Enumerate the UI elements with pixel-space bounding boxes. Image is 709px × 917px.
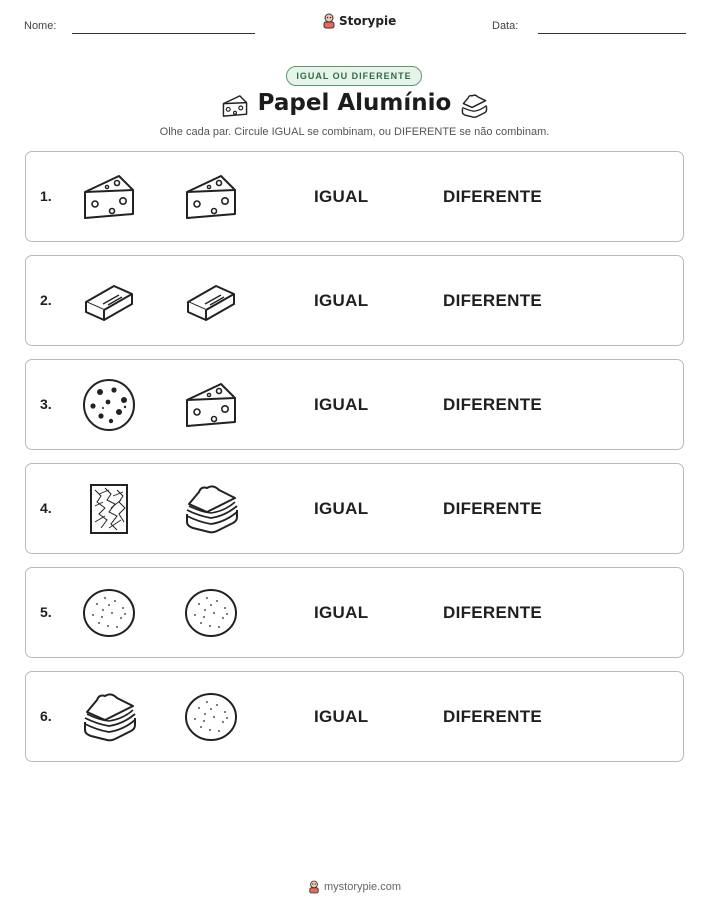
cookie-icon: [81, 378, 137, 432]
option-same[interactable]: IGUAL: [314, 707, 369, 726]
date-label: Data:: [492, 20, 519, 32]
brand-logo: [322, 13, 396, 29]
option-different[interactable]: DIFERENTE: [443, 603, 543, 622]
footer: [0, 880, 709, 894]
sandwich-icon: [458, 93, 490, 119]
tortilla-icon: [183, 586, 239, 640]
butter-icon: [183, 274, 239, 328]
name-field[interactable]: [72, 33, 255, 34]
brand-name: Storypie: [339, 14, 397, 28]
worksheet-header: [0, 0, 709, 50]
foil-sheet-icon: [81, 482, 137, 536]
row-number: 2.: [40, 292, 52, 308]
category-badge: IGUAL OU DIFERENTE: [286, 66, 422, 86]
sandwich-icon: [81, 690, 137, 744]
option-different[interactable]: DIFERENTE: [443, 499, 543, 518]
option-same[interactable]: IGUAL: [314, 187, 369, 206]
page-title: Papel Alumínio: [257, 90, 452, 116]
option-different[interactable]: DIFERENTE: [443, 291, 543, 310]
option-different[interactable]: DIFERENTE: [443, 395, 543, 414]
option-same[interactable]: IGUAL: [314, 395, 369, 414]
row-number: 5.: [40, 604, 52, 620]
option-different[interactable]: DIFERENTE: [443, 707, 543, 726]
tortilla-icon: [183, 690, 239, 744]
exercise-row: [25, 359, 684, 450]
butter-icon: [81, 274, 137, 328]
footer-url: mystorypie.com: [323, 881, 402, 893]
exercise-row: [25, 463, 684, 554]
row-number: 1.: [40, 188, 52, 204]
option-different[interactable]: DIFERENTE: [443, 187, 543, 206]
cheese-icon: [81, 170, 137, 224]
sandwich-icon: [183, 482, 239, 536]
cheese-icon: [183, 378, 239, 432]
exercise-row: [25, 671, 684, 762]
date-field[interactable]: [538, 33, 686, 34]
tortilla-icon: [81, 586, 137, 640]
storypie-mascot-icon: [322, 13, 336, 29]
option-same[interactable]: IGUAL: [314, 499, 369, 518]
option-same[interactable]: IGUAL: [314, 603, 369, 622]
exercise-row: [25, 255, 684, 346]
storypie-mascot-icon: [308, 880, 320, 894]
row-number: 4.: [40, 500, 52, 516]
row-number: 6.: [40, 708, 52, 724]
exercise-row: [25, 151, 684, 242]
option-same[interactable]: IGUAL: [314, 291, 369, 310]
exercise-row: [25, 567, 684, 658]
name-label: Nome:: [24, 20, 57, 32]
cheese-icon: [183, 170, 239, 224]
row-number: 3.: [40, 396, 52, 412]
instructions-text: Olhe cada par. Circule IGUAL se combinam, ou DIFERENTE se não combinam.: [159, 126, 550, 138]
